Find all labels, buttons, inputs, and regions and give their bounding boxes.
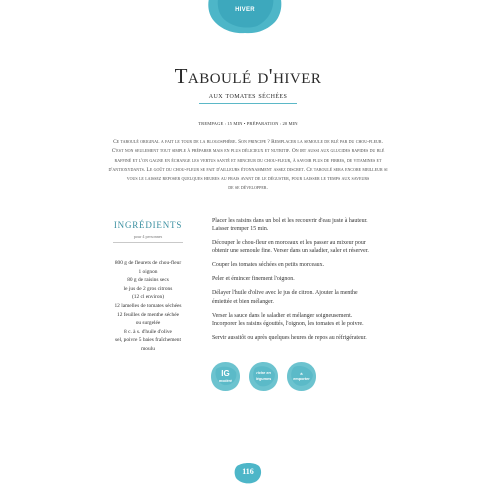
step-line: Délayer l'huile d'olive avec le jus de citron. Ajouter la menthe: [212, 290, 358, 297]
intro-line: d'antioxydants. Le goût du chou-fleur se fait d'ailleurs étonnamment assez discret. Ce taboulé sera encore meilleur si: [108, 166, 388, 173]
season-tab-watercolor: [205, 0, 285, 34]
season-label: HIVER: [235, 7, 255, 13]
ingredient-item: 8 c. à s. d'huile d'olive: [124, 328, 172, 335]
ingredient-item: moulu: [141, 345, 155, 352]
ingredient-item: sel, poivre 5 baies fraîchement: [114, 337, 181, 344]
ingredient-item: (12 cl environ): [131, 294, 165, 301]
ingredient-item: ou surgelée: [135, 320, 161, 327]
step-line: Incorporer les raisins égouttés, l'oignon, les tomates et le poivre.: [212, 320, 364, 327]
badges-row: [210, 361, 330, 393]
badge-line1: riche en: [256, 371, 271, 375]
steps-list: [212, 217, 388, 348]
vegetable-badge-icon: [248, 361, 279, 392]
badge-line1: à: [300, 371, 303, 376]
intro-line: raffiné et l'on gagne en échange les vertus santé et minceur du chou-fleur, à savoir plus de fibres, de vitamines et: [114, 157, 382, 164]
step-item: [212, 312, 388, 328]
servings-text: pour 4 personnes: [133, 234, 163, 239]
intro-line: Ce taboulé original a fait le tour de la blogosphère. Son principe ? Remplacer la semoule de blé par du chou-fleur.: [113, 139, 383, 145]
step-line: Peler et émincer finement l'oignon.: [212, 276, 295, 283]
ingredient-item: 800 g de fleurets de chou-fleur: [114, 260, 182, 266]
badge-line2: modéré: [219, 379, 232, 383]
ingredient-item: 80 g de raisins secs: [127, 277, 169, 284]
step-line: Couper les tomates séchées en petits morceaux.: [212, 262, 325, 269]
intro-line: vous le laissez reposer quelques heures au frais avant de le déguster, pour laisser le temps aux saveurs: [126, 176, 370, 183]
step-item: [212, 289, 388, 305]
recipe-timing: TREMPAGE : 15 MIN • PRÉPARATION : 20 MIN: [198, 121, 298, 126]
ingredient-item: 1 oignon: [138, 268, 158, 275]
badge-line2: légumes: [255, 377, 272, 381]
step-line: Servir aussitôt ou après quelques heures de repos au réfrigérateur.: [212, 334, 367, 341]
step-item: [212, 239, 388, 255]
step-line: Laisser tremper 15 min.: [212, 226, 269, 233]
step-line: Placer les raisins dans un bol et les recouvrir d'eau juste à hauteur.: [212, 218, 368, 224]
step-line: obtenir une semoule fine. Verser dans un saladier, saler et réserver.: [212, 248, 369, 255]
recipe-title: Taboulé d'hiver: [174, 64, 322, 88]
ingredients-heading: INGRÉDIENTS: [113, 220, 183, 230]
recipe-subtitle: aux tomates séchées: [208, 90, 288, 100]
intro-line: de se développer.: [228, 185, 268, 192]
step-item: [212, 334, 388, 342]
step-line: Découper le chou-fleur en morceaux et les passer au mixeur pour: [212, 240, 366, 247]
takeaway-badge-icon: [286, 361, 317, 392]
ingredient-item: le jus de 2 gros citrons: [123, 285, 173, 292]
step-item: [212, 275, 388, 283]
ingredients-list: [100, 259, 196, 354]
subtitle-underline: [199, 103, 297, 104]
ingredient-item: 12 lamelles de tomates séchées: [114, 302, 182, 309]
ingredients-divider: [113, 242, 183, 243]
intro-paragraph: [93, 138, 403, 194]
step-line: Verser la sauce dans le saladier et mélanger soigneusement.: [212, 312, 353, 319]
step-item: [212, 217, 388, 233]
intro-line: C'est non seulement tout simple à préparer mais en plus délicieux et nutritif. On irt aussi aux glucides rapides du blé: [111, 148, 385, 155]
ig-badge-icon: [210, 361, 241, 392]
badge-line1: IG: [221, 369, 230, 378]
step-line: émiettée et bien mélanger.: [212, 298, 274, 305]
ingredient-item: 12 feuilles de menthe séchée: [117, 311, 179, 318]
badge-line2: emporter: [293, 377, 310, 381]
page-number: 116: [242, 467, 254, 476]
step-item: [212, 261, 388, 269]
